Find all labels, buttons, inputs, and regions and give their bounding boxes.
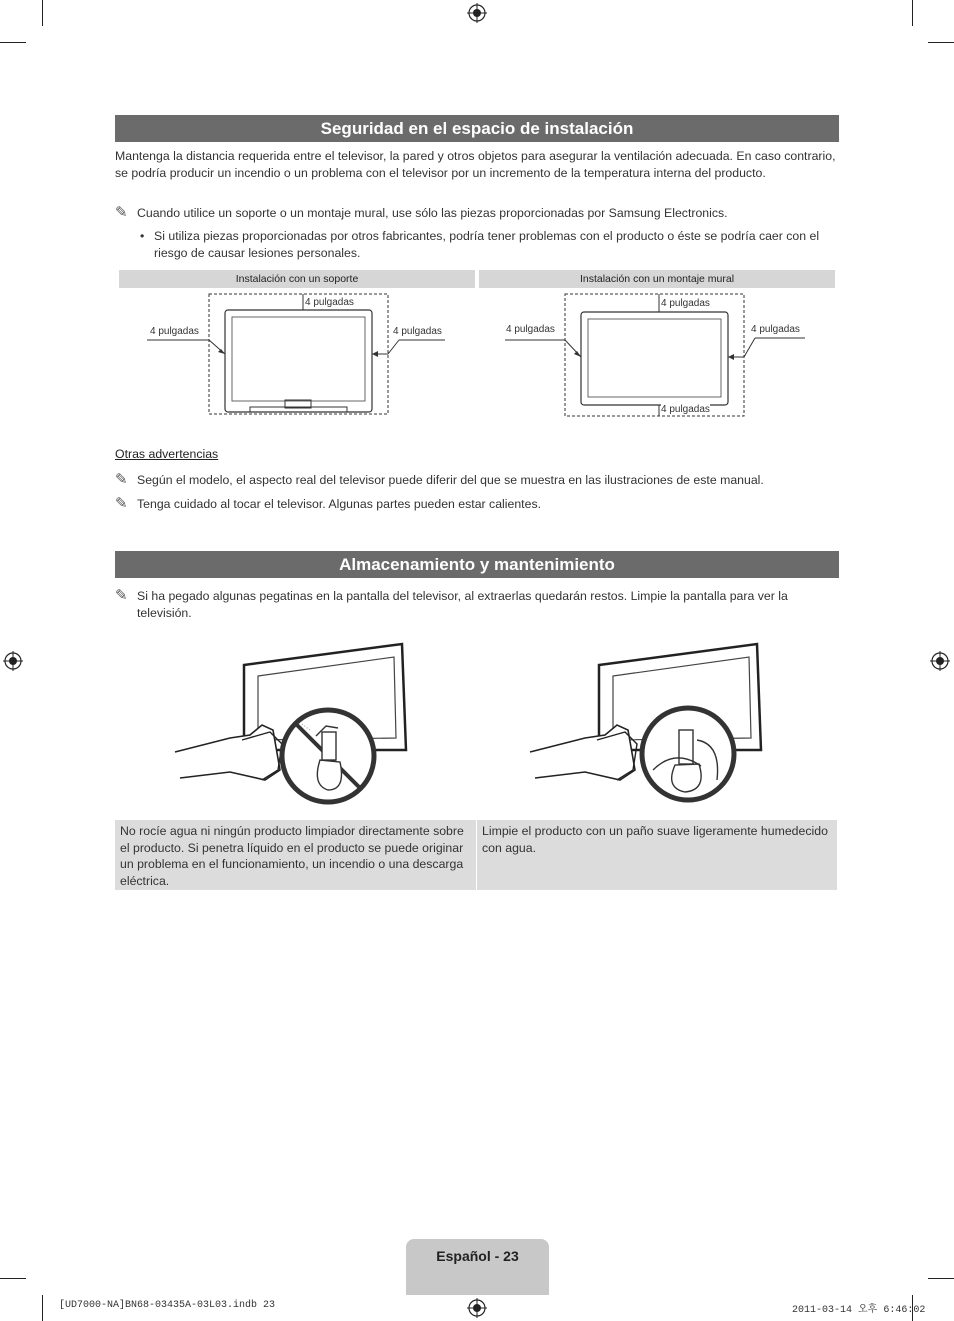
- caption-damp-cloth: Limpie el producto con un paño suave ligeramente humedecido con agua.: [477, 820, 837, 890]
- label-wall-top: 4 pulgadas: [661, 298, 710, 309]
- note-text: Cuando utilice un soporte o un montaje mural, use sólo las piezas proporcionadas por Samsung Electronics.: [137, 206, 728, 220]
- label-wall-right: 4 pulgadas: [751, 324, 800, 335]
- illustration-no-spray: [170, 640, 410, 808]
- crop-mark: [912, 0, 913, 26]
- section-title-installation-safety: Seguridad en el espacio de instalación: [115, 115, 839, 142]
- bullet-other-parts: [140, 228, 835, 261]
- label-wall-left: 4 pulgadas: [506, 324, 555, 335]
- bullet-marker: •: [140, 229, 145, 243]
- bullet-text: Si utiliza piezas proporcionadas por otros fabricantes, podría tener problemas con el producto o éste se podría caer con el riesgo de causar lesiones personales.: [154, 229, 820, 260]
- pencil-note-icon: ✎: [115, 495, 128, 512]
- crop-mark: [0, 42, 26, 43]
- diagram-wall-installation: [479, 290, 835, 420]
- note-text: Tenga cuidado al tocar el televisor. Algunas partes pueden estar calientes.: [137, 497, 542, 511]
- registration-mark-icon: [930, 651, 950, 671]
- page-number-tab: Español - 23: [406, 1239, 549, 1295]
- note-hot-parts: [115, 496, 839, 513]
- registration-mark-icon: [467, 3, 487, 23]
- crop-mark: [928, 1278, 954, 1279]
- registration-mark-icon: [3, 651, 23, 671]
- note-model-appearance: [115, 472, 839, 489]
- note-text: Según el modelo, el aspecto real del televisor puede diferir del que se muestra en las ilustraciones de este manual.: [137, 473, 764, 487]
- pencil-note-icon: ✎: [115, 204, 128, 221]
- label-stand-top: 4 pulgadas: [305, 297, 354, 308]
- label-stand-right: 4 pulgadas: [393, 326, 442, 337]
- section-title-storage-maintenance: Almacenamiento y mantenimiento: [115, 551, 839, 578]
- other-warnings-heading: Otras advertencias: [115, 447, 219, 461]
- note-stickers: [115, 588, 839, 621]
- caption-no-spray: No rocíe agua ni ningún producto limpiador directamente sobre el producto. Si penetra líquido en el producto se puede originar un problema en el funcionamiento, un incendio o una descarga eléctrica.: [115, 820, 476, 890]
- note-samsung-parts: [115, 205, 839, 222]
- diagram-stand-installation: [119, 290, 475, 415]
- intro-paragraph: Mantenga la distancia requerida entre el televisor, la pared y otros objetos para asegurar la ventilación adecuada. En caso contrario, se podría producir un incendio o un problema con el televisor por un incremento de la temperatura interna del producto.: [115, 149, 836, 180]
- crop-mark: [42, 1295, 43, 1321]
- label-stand-left: 4 pulgadas: [150, 326, 199, 337]
- note-text: Si ha pegado algunas pegatinas en la pantalla del televisor, al extraerlas quedarán restos. Limpie la pantalla para ver la televisión.: [137, 589, 788, 620]
- crop-mark: [0, 1278, 26, 1279]
- pencil-note-icon: ✎: [115, 471, 128, 488]
- pencil-note-icon: ✎: [115, 587, 128, 604]
- illustration-damp-cloth: [525, 640, 765, 808]
- diagram-header-stand: Instalación con un soporte: [119, 270, 475, 288]
- crop-mark: [928, 42, 954, 43]
- footer-timestamp: 2011-03-14 오후 6:46:02: [792, 1305, 926, 1316]
- label-wall-bottom: 4 pulgadas: [661, 404, 710, 415]
- registration-mark-icon: [467, 1298, 487, 1318]
- diagram-header-wall: Instalación con un montaje mural: [479, 270, 835, 288]
- crop-mark: [42, 0, 43, 26]
- footer-file-info: [UD7000-NA]BN68-03435A-03L03.indb 23: [59, 1300, 276, 1311]
